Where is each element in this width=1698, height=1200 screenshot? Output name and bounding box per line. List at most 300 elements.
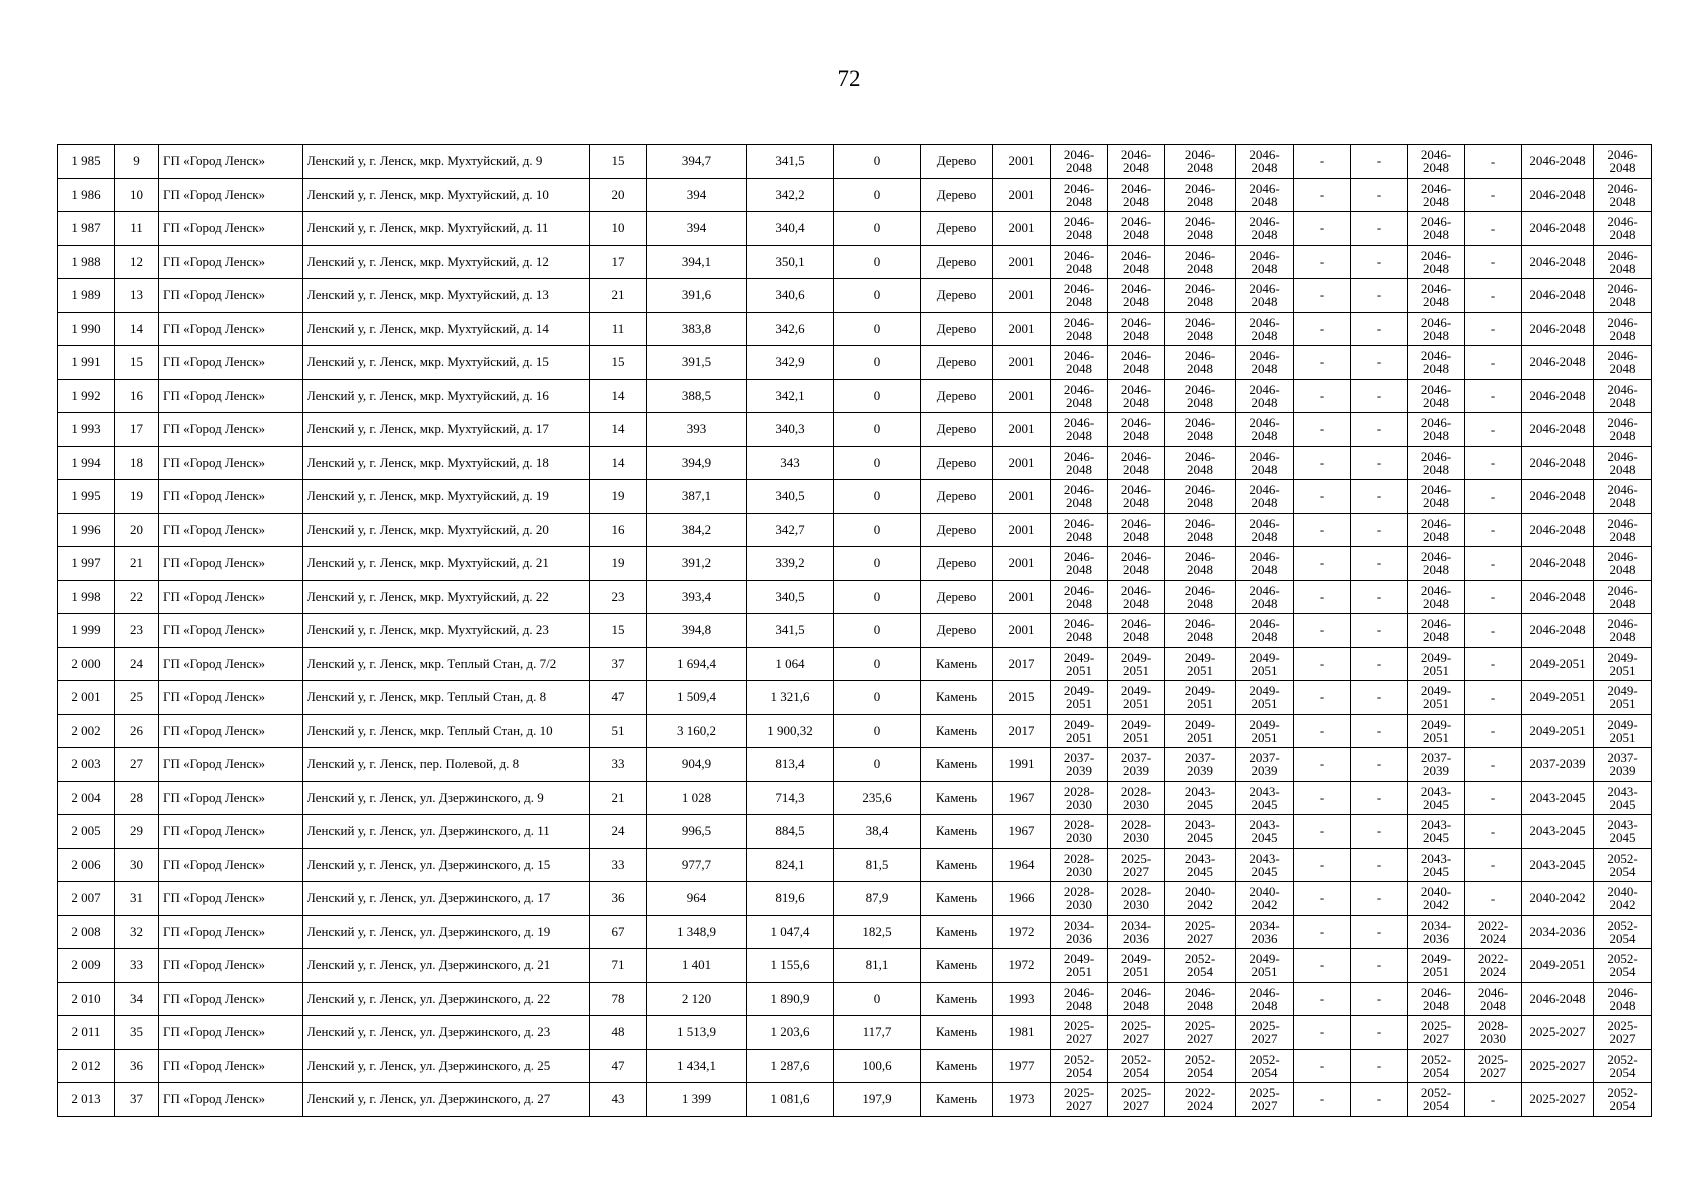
non-residential-area-cell: 0	[834, 547, 921, 581]
organization-cell: ГП «Город Ленск»	[159, 413, 303, 447]
total-area-cell: 977,7	[647, 848, 747, 882]
table-row	[58, 647, 1652, 681]
repair-period-line: 2030	[1123, 897, 1149, 913]
repair-period-cell-2	[1108, 379, 1165, 413]
repair-period-line: 2048	[1123, 227, 1149, 243]
repair-period-line: 2046-	[1249, 348, 1280, 364]
repair-period-cell-3	[1165, 547, 1236, 581]
organization-cell: ГП «Город Ленск»	[159, 212, 303, 246]
residents-cell: 33	[590, 848, 647, 882]
organization-cell: ГП «Город Ленск»	[159, 480, 303, 514]
repair-period-line: 2043-	[1249, 817, 1280, 833]
repair-period-line: 2046-	[1184, 281, 1216, 297]
repair-period-line: 2049-	[1607, 683, 1638, 699]
repair-period-cell-7	[1408, 681, 1465, 715]
repair-period-line: 2022-	[1184, 1085, 1216, 1101]
repair-period-line: 2049-	[1120, 683, 1152, 699]
repair-period-line: 2052-	[1420, 1085, 1452, 1101]
repair-period-line: 2028-	[1063, 884, 1095, 900]
repair-period-line: 2046-	[1607, 448, 1638, 464]
repair-period-cell-9: 2046-2048	[1522, 346, 1594, 380]
repair-period-line: 2046-	[1607, 180, 1638, 196]
repair-period-line: 2046-	[1120, 247, 1152, 263]
wall-material-cell: Дерево	[921, 245, 993, 279]
repair-period-line: 2046-	[1420, 616, 1452, 632]
living-area-cell: 1 203,6	[747, 1016, 834, 1050]
row-id-cell: 1 990	[58, 312, 115, 346]
repair-period-line: 2046-	[1477, 984, 1509, 1000]
repair-period-line: 2042	[1423, 897, 1449, 913]
repair-period-cell-1	[1051, 480, 1108, 514]
repair-period-cell-5: -	[1294, 949, 1351, 983]
repair-period-line: 2025-	[1184, 917, 1216, 933]
repair-period-cell-4	[1236, 882, 1294, 916]
organization-cell: ГП «Город Ленск»	[159, 145, 303, 179]
repair-period-line: 2048	[1251, 394, 1278, 410]
repair-period-line: 2048	[1187, 193, 1213, 209]
repair-period-cell-4	[1236, 145, 1294, 179]
repair-period-line: 2037-	[1420, 750, 1452, 766]
repair-period-line: 2022-	[1477, 951, 1509, 967]
repair-period-line: 2046-	[1420, 314, 1452, 330]
repair-period-line: 2040-	[1607, 884, 1638, 900]
repair-period-cell-4	[1236, 346, 1294, 380]
organization-cell: ГП «Город Ленск»	[159, 1016, 303, 1050]
repair-period-line: 2025-	[1249, 1085, 1280, 1101]
repair-period-line: 2048	[1066, 160, 1092, 176]
table-row	[58, 245, 1652, 279]
non-residential-area-cell: 197,9	[834, 1083, 921, 1117]
repair-period-cell-3	[1165, 915, 1236, 949]
repair-period-line: 2048	[1251, 160, 1278, 176]
organization-cell: ГП «Город Ленск»	[159, 915, 303, 949]
living-area-cell: 1 081,6	[747, 1083, 834, 1117]
repair-period-line: 2048	[1187, 528, 1213, 544]
repair-period-line: 2043-	[1184, 850, 1216, 866]
row-number-cell: 23	[115, 614, 159, 648]
row-id-cell: 2 002	[58, 714, 115, 748]
repair-period-cell-8	[1465, 614, 1522, 648]
repair-period-line: 2027	[1480, 1064, 1506, 1080]
residents-cell: 78	[590, 982, 647, 1016]
repair-period-line: 2048	[1251, 629, 1278, 645]
address-cell: Ленский у, г. Ленск, мкр. Мухтуйский, д. 12	[303, 245, 590, 279]
repair-period-line: -	[1490, 187, 1496, 203]
repair-period-line: 2030	[1066, 863, 1092, 879]
repair-period-line: 2045	[1187, 863, 1213, 879]
repair-period-line: 2045	[1251, 796, 1278, 812]
repair-period-cell-7	[1408, 279, 1465, 313]
repair-period-line: 2048	[1251, 528, 1278, 544]
repair-period-cell-4	[1236, 547, 1294, 581]
row-number-cell: 14	[115, 312, 159, 346]
wall-material-cell: Камень	[921, 915, 993, 949]
repair-period-line: 2048	[1066, 528, 1092, 544]
repair-period-line: 2051	[1187, 729, 1213, 745]
organization-cell: ГП «Город Ленск»	[159, 982, 303, 1016]
repair-period-line: 2036	[1251, 930, 1278, 946]
repair-period-line: 2048	[1187, 562, 1213, 578]
repair-period-line: 2054	[1423, 1064, 1449, 1080]
wall-material-cell: Дерево	[921, 513, 993, 547]
repair-period-line: 2048	[1609, 193, 1636, 209]
repair-period-cell-6: -	[1351, 848, 1408, 882]
non-residential-area-cell: 0	[834, 245, 921, 279]
living-area-cell: 340,4	[747, 212, 834, 246]
row-number-cell: 19	[115, 480, 159, 514]
table-row	[58, 547, 1652, 581]
total-area-cell: 1 028	[647, 781, 747, 815]
repair-period-cell-8	[1465, 1083, 1522, 1117]
repair-period-cell-5: -	[1294, 915, 1351, 949]
repair-period-cell-2	[1108, 1016, 1165, 1050]
non-residential-area-cell: 0	[834, 480, 921, 514]
repair-period-line: 2048	[1423, 327, 1449, 343]
repair-period-line: 2046-	[1249, 515, 1280, 531]
repair-period-line: -	[1490, 522, 1496, 538]
residents-cell: 14	[590, 446, 647, 480]
repair-period-cell-1	[1051, 547, 1108, 581]
repair-period-line: 2048	[1066, 361, 1092, 377]
row-id-cell: 1 993	[58, 413, 115, 447]
non-residential-area-cell: 117,7	[834, 1016, 921, 1050]
address-cell: Ленский у, г. Ленск, мкр. Мухтуйский, д. 22	[303, 580, 590, 614]
table-row	[58, 480, 1652, 514]
repair-period-cell-4	[1236, 748, 1294, 782]
living-area-cell: 350,1	[747, 245, 834, 279]
repair-period-cell-9: 2049-2051	[1522, 714, 1594, 748]
repair-period-line: 2039	[1187, 763, 1213, 779]
non-residential-area-cell: 0	[834, 145, 921, 179]
organization-cell: ГП «Город Ленск»	[159, 882, 303, 916]
repair-period-line: 2048	[1609, 361, 1636, 377]
total-area-cell: 387,1	[647, 480, 747, 514]
total-area-cell: 3 160,2	[647, 714, 747, 748]
repair-period-cell-10	[1594, 312, 1652, 346]
total-area-cell: 394	[647, 212, 747, 246]
organization-cell: ГП «Город Ленск»	[159, 748, 303, 782]
repair-period-cell-4	[1236, 614, 1294, 648]
repair-period-line: 2024	[1480, 964, 1506, 980]
table-row	[58, 446, 1652, 480]
non-residential-area-cell: 0	[834, 212, 921, 246]
repair-period-line: -	[1490, 220, 1496, 236]
wall-material-cell: Камень	[921, 1083, 993, 1117]
row-number-cell: 13	[115, 279, 159, 313]
non-residential-area-cell: 38,4	[834, 815, 921, 849]
row-number-cell: 11	[115, 212, 159, 246]
residents-cell: 14	[590, 379, 647, 413]
repair-period-line: 2046-	[1120, 616, 1152, 632]
repair-period-line: 2054	[1609, 964, 1636, 980]
non-residential-area-cell: 100,6	[834, 1049, 921, 1083]
address-cell: Ленский у, г. Ленск, мкр. Мухтуйский, д. 13	[303, 279, 590, 313]
repair-period-line: 2025-	[1184, 1018, 1216, 1034]
repair-period-line: 2048	[1123, 562, 1149, 578]
repair-period-line: 2046-	[1607, 616, 1638, 632]
repair-period-cell-4	[1236, 815, 1294, 849]
address-cell: Ленский у, г. Ленск, мкр. Теплый Стан, д. 8	[303, 681, 590, 715]
repair-period-cell-8	[1465, 413, 1522, 447]
repair-period-cell-2	[1108, 815, 1165, 849]
repair-period-cell-4	[1236, 949, 1294, 983]
repair-period-cell-1	[1051, 1016, 1108, 1050]
address-cell: Ленский у, г. Ленск, ул. Дзержинского, д. 11	[303, 815, 590, 849]
repair-period-line: 2049-	[1120, 649, 1152, 665]
repair-period-line: 2040-	[1420, 884, 1452, 900]
repair-period-line: 2048	[1187, 428, 1213, 444]
living-area-cell: 340,5	[747, 580, 834, 614]
repair-period-cell-8	[1465, 212, 1522, 246]
repair-period-line: 2045	[1187, 830, 1213, 846]
repair-period-line: 2048	[1423, 394, 1449, 410]
row-id-cell: 1 997	[58, 547, 115, 581]
repair-period-line: 2046-	[1420, 214, 1452, 230]
residents-cell: 15	[590, 145, 647, 179]
repair-period-line: 2034-	[1063, 917, 1095, 933]
residents-cell: 24	[590, 815, 647, 849]
repair-period-cell-1	[1051, 245, 1108, 279]
repair-period-cell-10	[1594, 647, 1652, 681]
living-area-cell: 819,6	[747, 882, 834, 916]
repair-period-cell-6: -	[1351, 1016, 1408, 1050]
repair-period-line: 2045	[1423, 863, 1449, 879]
organization-cell: ГП «Город Ленск»	[159, 245, 303, 279]
repair-period-cell-5: -	[1294, 312, 1351, 346]
address-cell: Ленский у, г. Ленск, ул. Дзержинского, д. 19	[303, 915, 590, 949]
non-residential-area-cell: 0	[834, 178, 921, 212]
repair-period-line: 2048	[1187, 461, 1213, 477]
repair-period-line: 2046-	[1120, 415, 1152, 431]
row-number-cell: 36	[115, 1049, 159, 1083]
residents-cell: 33	[590, 748, 647, 782]
repair-period-line: -	[1490, 153, 1496, 169]
living-area-cell: 340,5	[747, 480, 834, 514]
repair-period-line: 2046-	[1063, 482, 1095, 498]
repair-period-line: -	[1490, 555, 1496, 571]
residents-cell: 20	[590, 178, 647, 212]
repair-period-cell-10	[1594, 279, 1652, 313]
repair-period-cell-6: -	[1351, 982, 1408, 1016]
repair-period-line: 2046-	[1420, 180, 1452, 196]
repair-period-line: 2048	[1123, 428, 1149, 444]
repair-period-line: 2046-	[1607, 582, 1638, 598]
repair-period-line: -	[1490, 388, 1496, 404]
repair-period-line: 2046-	[1184, 482, 1216, 498]
residents-cell: 51	[590, 714, 647, 748]
wall-material-cell: Камень	[921, 781, 993, 815]
total-area-cell: 393	[647, 413, 747, 447]
repair-period-line: -	[1490, 756, 1496, 772]
repair-period-line: 2048	[1187, 327, 1213, 343]
organization-cell: ГП «Город Ленск»	[159, 1083, 303, 1117]
organization-cell: ГП «Город Ленск»	[159, 647, 303, 681]
repair-period-cell-6: -	[1351, 949, 1408, 983]
repair-period-cell-8	[1465, 279, 1522, 313]
build-year-cell: 1977	[993, 1049, 1051, 1083]
repair-period-cell-4	[1236, 982, 1294, 1016]
repair-period-line: 2043-	[1184, 817, 1216, 833]
repair-period-line: 2052-	[1120, 1051, 1152, 1067]
table-row	[58, 882, 1652, 916]
address-cell: Ленский у, г. Ленск, ул. Дзержинского, д. 22	[303, 982, 590, 1016]
repair-period-line: 2027	[1123, 863, 1149, 879]
repair-period-line: 2030	[1066, 830, 1092, 846]
repair-period-cell-9: 2046-2048	[1522, 178, 1594, 212]
repair-period-line: 2046-	[1249, 381, 1280, 397]
row-number-cell: 27	[115, 748, 159, 782]
repair-period-line: 2048	[1066, 327, 1092, 343]
table-row	[58, 513, 1652, 547]
build-year-cell: 1993	[993, 982, 1051, 1016]
repair-period-cell-10	[1594, 513, 1652, 547]
repair-period-line: 2027	[1123, 1098, 1149, 1114]
repair-period-line: 2045	[1609, 796, 1636, 812]
repair-period-cell-6: -	[1351, 145, 1408, 179]
repair-period-line: 2052-	[1063, 1051, 1095, 1067]
repair-period-line: 2048	[1423, 260, 1449, 276]
living-area-cell: 1 155,6	[747, 949, 834, 983]
repair-period-line: 2046-	[1420, 515, 1452, 531]
repair-period-line: 2048	[1609, 294, 1636, 310]
repair-period-line: 2051	[1423, 964, 1449, 980]
repair-period-cell-5: -	[1294, 245, 1351, 279]
non-residential-area-cell: 0	[834, 748, 921, 782]
non-residential-area-cell: 182,5	[834, 915, 921, 949]
repair-period-cell-1	[1051, 882, 1108, 916]
row-id-cell: 1 987	[58, 212, 115, 246]
repair-period-line: 2048	[1187, 260, 1213, 276]
repair-period-line: 2048	[1187, 495, 1213, 511]
living-area-cell: 1 287,6	[747, 1049, 834, 1083]
repair-period-cell-10	[1594, 580, 1652, 614]
repair-period-line: 2048	[1423, 495, 1449, 511]
repair-period-cell-2	[1108, 1049, 1165, 1083]
organization-cell: ГП «Город Ленск»	[159, 949, 303, 983]
housing-table	[57, 144, 1652, 1117]
repair-period-cell-4	[1236, 580, 1294, 614]
repair-period-cell-10	[1594, 614, 1652, 648]
repair-period-cell-3	[1165, 1049, 1236, 1083]
repair-period-cell-1	[1051, 145, 1108, 179]
repair-period-line: 2052-	[1607, 951, 1638, 967]
table-row	[58, 279, 1652, 313]
wall-material-cell: Дерево	[921, 145, 993, 179]
repair-period-line: 2046-	[1420, 549, 1452, 565]
repair-period-line: 2048	[1423, 528, 1449, 544]
organization-cell: ГП «Город Ленск»	[159, 781, 303, 815]
repair-period-cell-9: 2049-2051	[1522, 681, 1594, 715]
total-area-cell: 391,5	[647, 346, 747, 380]
repair-period-line: 2048	[1251, 260, 1278, 276]
residents-cell: 11	[590, 312, 647, 346]
repair-period-line: 2039	[1423, 763, 1449, 779]
repair-period-cell-10	[1594, 480, 1652, 514]
repair-period-line: 2052-	[1184, 951, 1216, 967]
table-row	[58, 346, 1652, 380]
repair-period-line: 2049-	[1420, 649, 1452, 665]
repair-period-cell-5: -	[1294, 1016, 1351, 1050]
row-id-cell: 2 004	[58, 781, 115, 815]
repair-period-line: 2046-	[1063, 549, 1095, 565]
living-area-cell: 341,5	[747, 145, 834, 179]
repair-period-cell-10	[1594, 547, 1652, 581]
repair-period-cell-4	[1236, 1016, 1294, 1050]
repair-period-line: 2048	[1251, 361, 1278, 377]
build-year-cell: 1972	[993, 915, 1051, 949]
repair-period-cell-5: -	[1294, 446, 1351, 480]
repair-period-cell-1	[1051, 279, 1108, 313]
repair-period-line: 2036	[1123, 930, 1149, 946]
repair-period-line: 2048	[1251, 495, 1278, 511]
repair-period-cell-2	[1108, 413, 1165, 447]
repair-period-cell-6: -	[1351, 748, 1408, 782]
repair-period-line: 2046-	[1184, 180, 1216, 196]
build-year-cell: 1967	[993, 815, 1051, 849]
repair-period-cell-6: -	[1351, 681, 1408, 715]
repair-period-cell-2	[1108, 178, 1165, 212]
repair-period-line: 2046-	[1249, 582, 1280, 598]
repair-period-cell-8	[1465, 781, 1522, 815]
repair-period-cell-6: -	[1351, 580, 1408, 614]
repair-period-line: 2046-	[1063, 448, 1095, 464]
repair-period-line: 2046-	[1607, 549, 1638, 565]
repair-period-cell-3	[1165, 446, 1236, 480]
residents-cell: 10	[590, 212, 647, 246]
repair-period-line: -	[1490, 589, 1496, 605]
repair-period-line: 2046-	[1063, 515, 1095, 531]
repair-period-cell-9: 2025-2027	[1522, 1049, 1594, 1083]
repair-period-line: 2048	[1187, 361, 1213, 377]
repair-period-cell-7	[1408, 882, 1465, 916]
repair-period-cell-1	[1051, 848, 1108, 882]
repair-period-cell-6: -	[1351, 513, 1408, 547]
repair-period-cell-2	[1108, 614, 1165, 648]
build-year-cell: 2001	[993, 212, 1051, 246]
repair-period-cell-10	[1594, 714, 1652, 748]
repair-period-cell-7	[1408, 212, 1465, 246]
repair-period-line: -	[1490, 857, 1496, 873]
non-residential-area-cell: 0	[834, 647, 921, 681]
repair-period-line: 2052-	[1184, 1051, 1216, 1067]
wall-material-cell: Дерево	[921, 212, 993, 246]
repair-period-line: 2051	[1066, 729, 1092, 745]
repair-period-line: 2048	[1423, 193, 1449, 209]
repair-period-cell-9: 2046-2048	[1522, 580, 1594, 614]
repair-period-line: 2046-	[1184, 582, 1216, 598]
wall-material-cell: Дерево	[921, 413, 993, 447]
repair-period-cell-7	[1408, 915, 1465, 949]
repair-period-cell-7	[1408, 513, 1465, 547]
repair-period-line: 2051	[1066, 964, 1092, 980]
repair-period-line: 2048	[1066, 495, 1092, 511]
repair-period-cell-10	[1594, 379, 1652, 413]
repair-period-line: 2048	[1123, 160, 1149, 176]
repair-period-line: 2051	[1251, 964, 1278, 980]
repair-period-cell-3	[1165, 413, 1236, 447]
build-year-cell: 1972	[993, 949, 1051, 983]
repair-period-line: 2030	[1066, 796, 1092, 812]
non-residential-area-cell: 0	[834, 714, 921, 748]
row-number-cell: 20	[115, 513, 159, 547]
repair-period-cell-6: -	[1351, 212, 1408, 246]
repair-period-line: 2043-	[1420, 783, 1452, 799]
repair-period-line: 2027	[1251, 1031, 1278, 1047]
row-number-cell: 28	[115, 781, 159, 815]
organization-cell: ГП «Город Ленск»	[159, 279, 303, 313]
address-cell: Ленский у, г. Ленск, мкр. Теплый Стан, д. 10	[303, 714, 590, 748]
living-area-cell: 340,3	[747, 413, 834, 447]
